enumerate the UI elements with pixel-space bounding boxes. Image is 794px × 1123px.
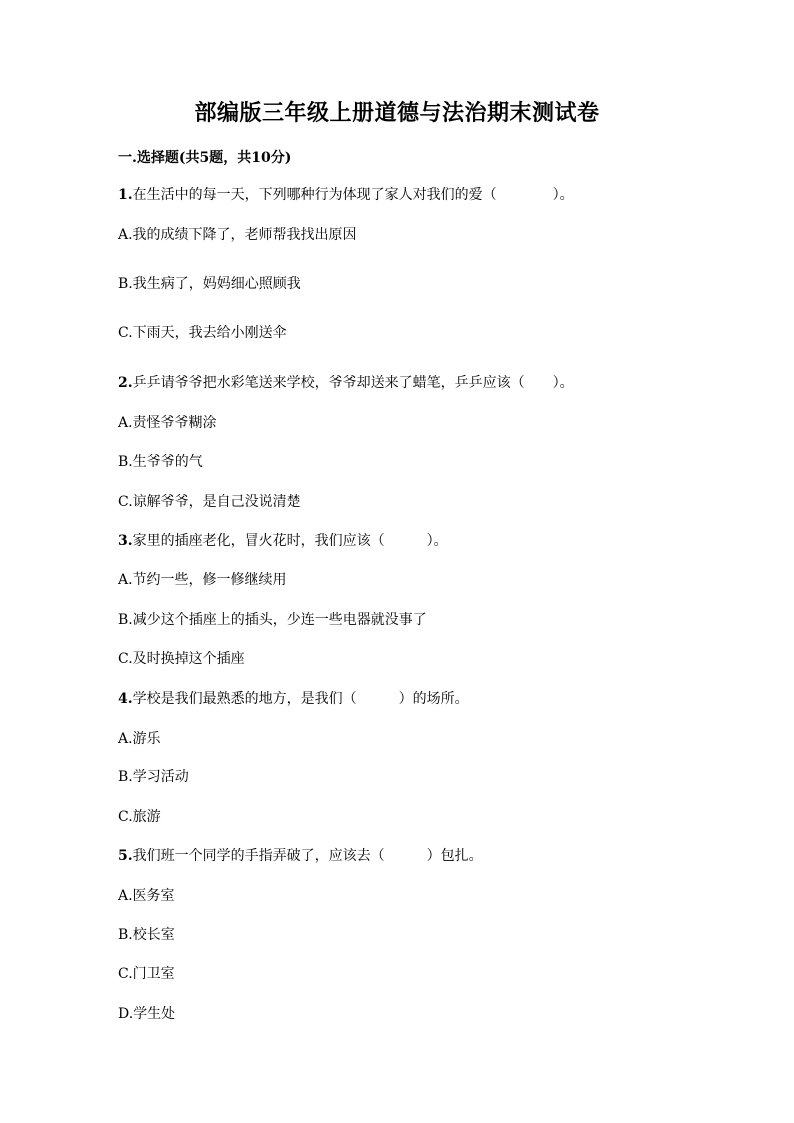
option-1a: A.我的成绩下降了，老师帮我找出原因	[118, 227, 357, 243]
page-title: 部编版三年级上册道德与法治期末测试卷	[194, 100, 600, 126]
option-3a: A.节约一些，修一修继续用	[118, 572, 287, 588]
section-heading: 一.选择题(共5题，共10分)	[118, 150, 292, 166]
question-1	[118, 185, 574, 205]
question-text: 乒乒请爷爷把水彩笔送来学校，爷爷却送来了蜡笔，乒乒应该（ ）。	[132, 375, 574, 391]
option-4b: B.学习活动	[118, 769, 189, 785]
question-number: 2.	[118, 375, 133, 391]
option-3c: C.及时换掉这个插座	[118, 651, 245, 667]
question-2	[118, 373, 574, 393]
question-text: 学校是我们最熟悉的地方，是我们（ ）的场所。	[132, 691, 469, 707]
option-2a: A.责怪爷爷糊涂	[118, 415, 217, 431]
option-2c: C.谅解爷爷，是自己没说清楚	[118, 494, 301, 510]
question-text: 在生活中的每一天，下列哪种行为体现了家人对我们的爱（ ）。	[132, 187, 574, 203]
option-2b: B.生爷爷的气	[118, 454, 203, 470]
question-text: 我们班一个同学的手指弄破了，应该去（ ）包扎。	[132, 848, 483, 864]
option-5a: A.医务室	[118, 888, 175, 904]
question-text: 家里的插座老化，冒火花时，我们应该（ ）。	[132, 533, 448, 549]
option-1b: B.我生病了，妈妈细心照顾我	[118, 276, 301, 292]
option-4c: C.旅游	[118, 809, 161, 825]
question-4	[118, 689, 469, 709]
question-5	[118, 846, 483, 866]
question-number: 5.	[118, 848, 133, 864]
question-number: 3.	[118, 533, 133, 549]
option-3b: B.减少这个插座上的插头，少连一些电器就没事了	[118, 612, 427, 628]
option-1c: C.下雨天，我去给小刚送伞	[118, 325, 287, 341]
option-5d: D.学生处	[118, 1006, 176, 1022]
question-3	[118, 531, 448, 551]
question-number: 1.	[118, 187, 133, 203]
option-4a: A.游乐	[118, 731, 161, 747]
question-number: 4.	[118, 691, 133, 707]
option-5c: C.门卫室	[118, 966, 175, 982]
option-5b: B.校长室	[118, 927, 175, 943]
